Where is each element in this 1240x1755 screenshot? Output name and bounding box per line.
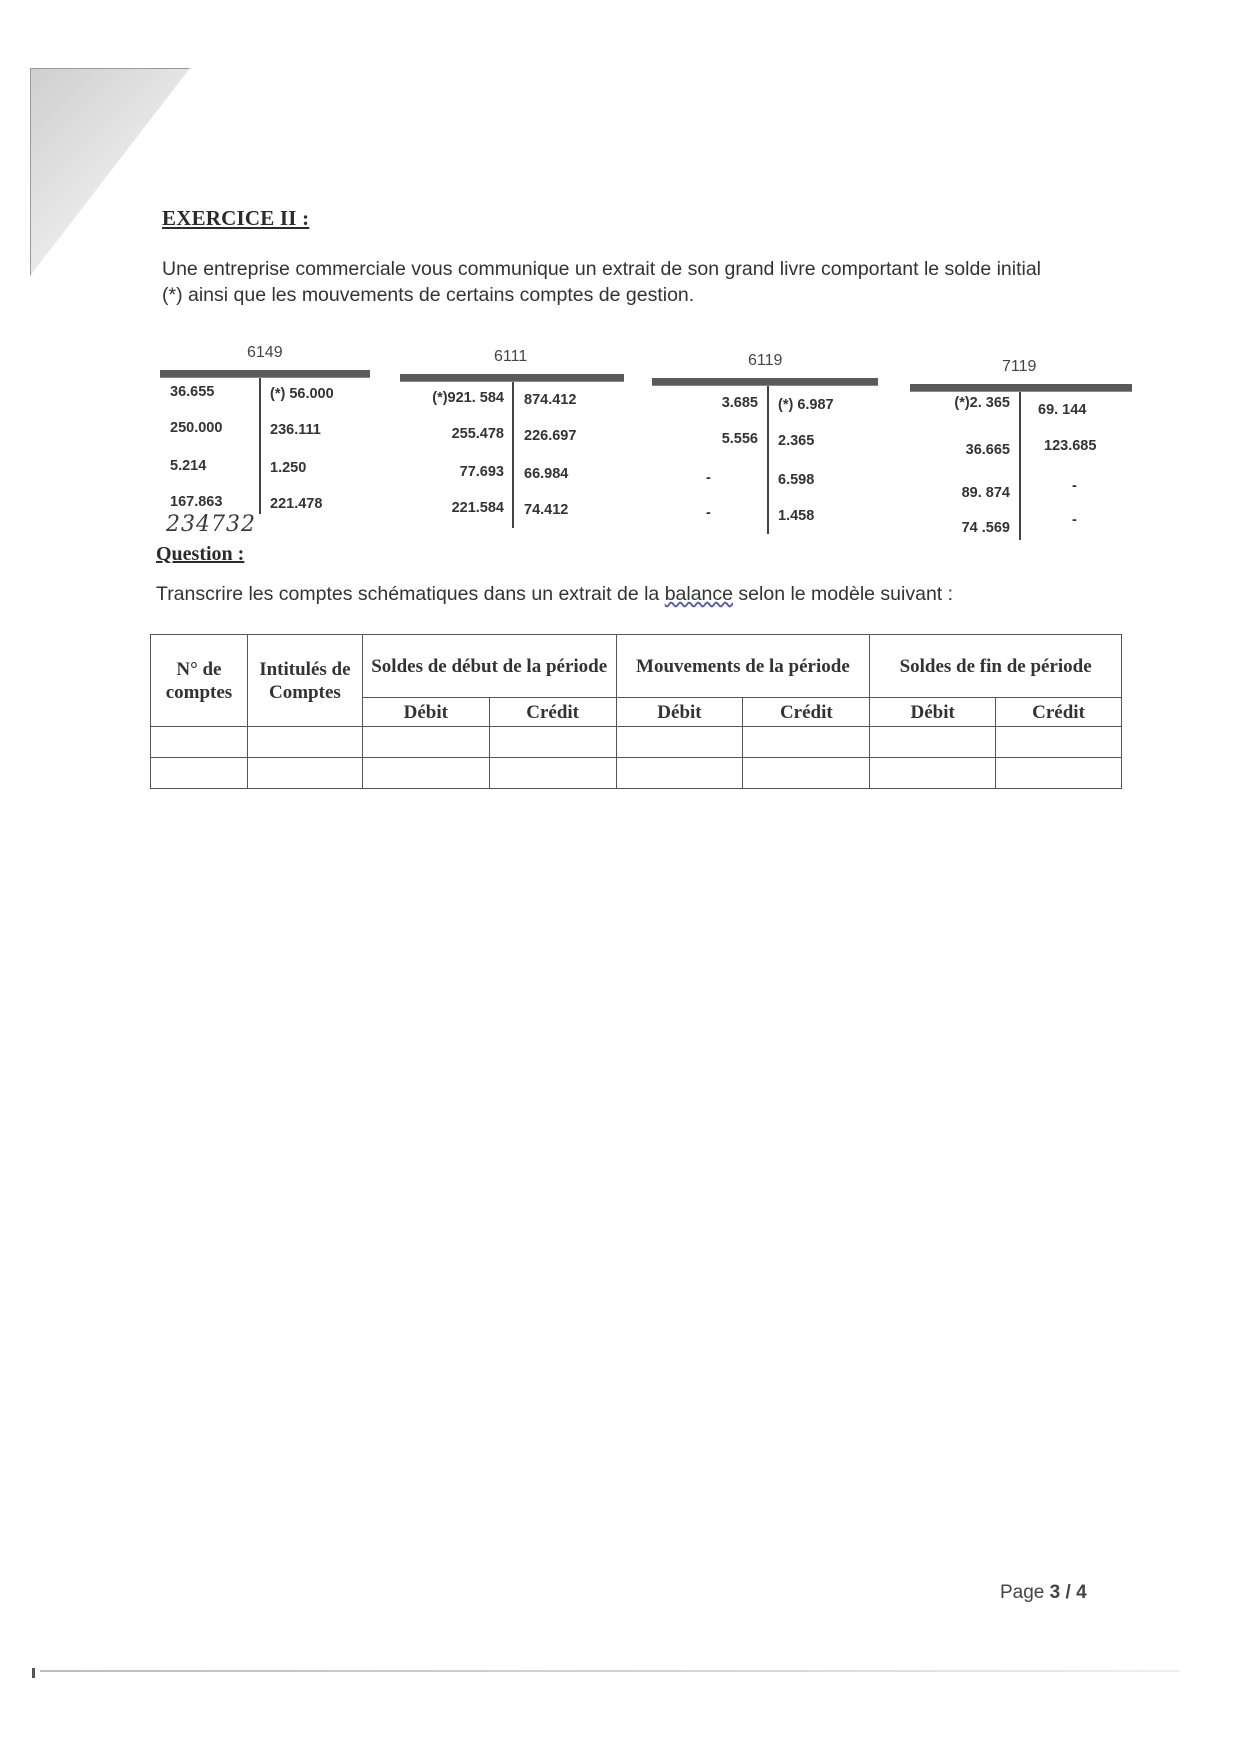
t-account-divider bbox=[1019, 392, 1021, 540]
header-credit: Crédit bbox=[743, 698, 870, 727]
account-number: 6119 bbox=[748, 352, 783, 369]
credit-value: 66.984 bbox=[524, 466, 569, 482]
header-debit: Débit bbox=[870, 698, 996, 727]
account-number: 6149 bbox=[247, 344, 283, 361]
table-cell bbox=[616, 727, 743, 758]
t-account-bar bbox=[160, 370, 370, 378]
debit-value: 89. 874 bbox=[961, 485, 1010, 501]
account-number: 6111 bbox=[494, 348, 528, 365]
intro-text bbox=[162, 256, 1112, 308]
credit-value: 1.458 bbox=[778, 508, 815, 524]
debit-value: 77.693 bbox=[459, 464, 504, 480]
credit-value: - bbox=[1072, 512, 1077, 528]
credit-value: 6.598 bbox=[778, 472, 815, 488]
debit-value: 5.214 bbox=[170, 458, 207, 474]
debit-value: 255.478 bbox=[451, 426, 504, 442]
handwritten-note: 234732 bbox=[166, 512, 256, 537]
table-cell bbox=[151, 727, 248, 758]
credit-value: 874.412 bbox=[524, 392, 577, 408]
credit-value: (*) 56.000 bbox=[270, 386, 334, 402]
table-cell bbox=[489, 758, 616, 789]
page-label: Page bbox=[1000, 1582, 1050, 1603]
table-cell bbox=[996, 758, 1122, 789]
credit-value: 69. 144 bbox=[1038, 402, 1087, 418]
header-period-movements: Mouvements de la période bbox=[616, 635, 870, 698]
instruction-start: Transcrire les comptes schématiques dans un extrait de la bbox=[156, 583, 665, 605]
question-label: Question : bbox=[156, 543, 245, 565]
debit-value: - bbox=[706, 505, 711, 521]
table-row bbox=[151, 727, 1122, 758]
t-account-bar bbox=[652, 378, 878, 386]
header-opening-balances: Soldes de début de la période bbox=[362, 635, 616, 698]
debit-value: 250.000 bbox=[170, 420, 223, 436]
balance-table bbox=[150, 634, 1122, 789]
folded-corner-edge bbox=[30, 68, 190, 276]
header-credit: Crédit bbox=[996, 698, 1122, 727]
table-cell bbox=[489, 727, 616, 758]
debit-value: 167.863 bbox=[170, 494, 223, 510]
debit-value: 36.655 bbox=[170, 384, 215, 400]
page-total: 4 bbox=[1076, 1582, 1087, 1603]
table-cell bbox=[362, 727, 489, 758]
table-cell bbox=[247, 758, 362, 789]
credit-value: 221.478 bbox=[270, 496, 323, 512]
table-cell bbox=[151, 758, 248, 789]
page-separator: / bbox=[1060, 1582, 1077, 1603]
t-account-bar bbox=[400, 374, 624, 382]
table-cell bbox=[247, 727, 362, 758]
table-cell bbox=[616, 758, 743, 789]
debit-value: 5.556 bbox=[721, 431, 758, 447]
page-current: 3 bbox=[1049, 1582, 1061, 1603]
debit-value: 221.584 bbox=[451, 500, 504, 516]
header-account-number: N° de comptes bbox=[151, 635, 248, 727]
scan-bottom-line bbox=[40, 1670, 1180, 1672]
exercise-title: EXERCICE II : bbox=[162, 206, 310, 230]
debit-value: 36.665 bbox=[965, 442, 1010, 458]
instruction-end: selon le modèle suivant : bbox=[733, 583, 954, 605]
debit-value: 74 .569 bbox=[961, 520, 1010, 536]
t-account-divider bbox=[767, 386, 769, 534]
table-cell bbox=[870, 727, 996, 758]
intro-line-1: Une entreprise commerciale vous communique un extrait de son grand livre comportant le solde initial bbox=[162, 258, 1042, 280]
credit-value: 74.412 bbox=[524, 502, 569, 518]
instruction-balance-word: balance bbox=[664, 583, 733, 605]
credit-value: 2.365 bbox=[778, 433, 815, 449]
header-debit: Débit bbox=[616, 698, 743, 727]
table-cell bbox=[743, 727, 870, 758]
scan-mark bbox=[32, 1668, 35, 1678]
t-account-divider bbox=[259, 378, 261, 514]
credit-value: - bbox=[1072, 478, 1077, 494]
t-account-bar bbox=[910, 384, 1132, 392]
table-cell bbox=[870, 758, 996, 789]
header-closing-balances: Soldes de fin de période bbox=[870, 635, 1122, 698]
intro-line-2: (*) ainsi que les mouvements de certains comptes de gestion. bbox=[162, 284, 695, 306]
header-credit: Crédit bbox=[489, 698, 616, 727]
table-cell bbox=[996, 727, 1122, 758]
debit-value: (*)921. 584 bbox=[432, 390, 504, 406]
debit-value: 3.685 bbox=[721, 395, 758, 411]
table-cell bbox=[743, 758, 870, 789]
credit-value: (*) 6.987 bbox=[778, 397, 834, 413]
credit-value: 123.685 bbox=[1044, 438, 1097, 454]
account-number: 7119 bbox=[1002, 358, 1037, 375]
credit-value: 236.111 bbox=[270, 422, 321, 438]
t-account-divider bbox=[512, 382, 514, 528]
header-account-labels: Intitulés de Comptes bbox=[247, 635, 362, 727]
debit-value: - bbox=[706, 470, 711, 486]
credit-value: 1.250 bbox=[270, 460, 307, 476]
credit-value: 226.697 bbox=[524, 428, 577, 444]
table-cell bbox=[362, 758, 489, 789]
instruction-text bbox=[156, 583, 1106, 606]
header-debit: Débit bbox=[362, 698, 489, 727]
debit-value: (*)2. 365 bbox=[954, 395, 1010, 411]
table-row bbox=[151, 758, 1122, 789]
page-number bbox=[1000, 1582, 1087, 1604]
